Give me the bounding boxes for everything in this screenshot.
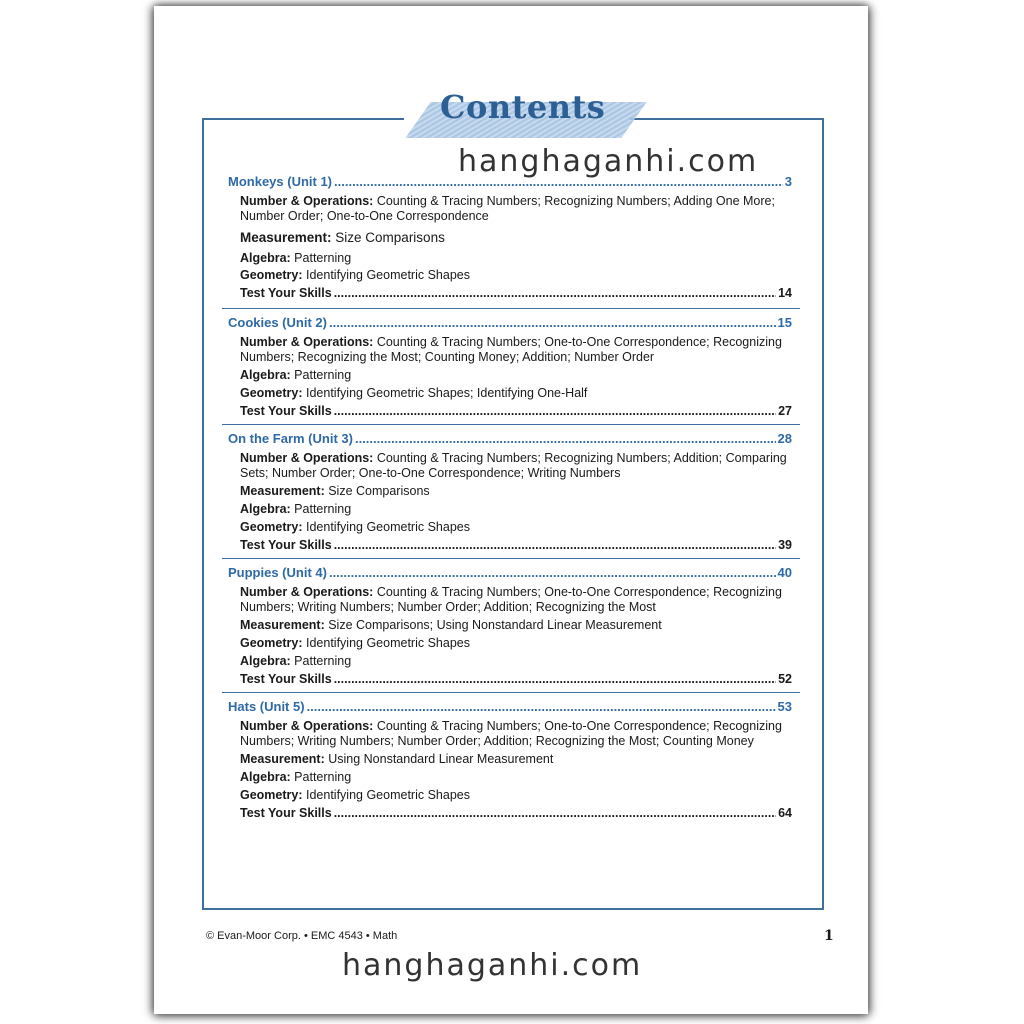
test-label: Test Your Skills: [240, 806, 332, 820]
dot-leader: [307, 699, 776, 714]
dot-leader: [329, 565, 776, 580]
topic-line: [240, 484, 792, 499]
topic-line: [240, 368, 792, 383]
footer-page-number: 1: [824, 928, 834, 944]
topic-text: Identifying Geometric Shapes: [302, 636, 470, 650]
dot-leader: [334, 538, 776, 552]
unit-title: Hats (Unit 5): [228, 699, 305, 714]
unit-title: Puppies (Unit 4): [228, 565, 327, 580]
test-label: Test Your Skills: [240, 538, 332, 552]
topic-line: [240, 654, 792, 669]
topic-text: Counting & Tracing Numbers; Recognizing Numbers; Addition; Comparing Sets; Number Order; One-to-One Correspondence; Writing Numbers: [240, 451, 787, 480]
topic-text: Size Comparisons: [324, 484, 430, 498]
topic-text: Patterning: [290, 251, 352, 265]
topic-line: [240, 451, 792, 481]
unit-title: Cookies (Unit 2): [228, 315, 327, 330]
unit-section: [228, 565, 792, 686]
topic-line: [240, 520, 792, 535]
topic-line: [240, 268, 792, 283]
section-divider: [222, 692, 800, 693]
topic-text: Identifying Geometric Shapes: [302, 268, 470, 282]
test-page-number: 27: [778, 404, 792, 418]
page-title: Contents: [440, 88, 606, 126]
unit-page-number: 28: [777, 431, 792, 446]
topic-line: [240, 770, 792, 785]
topic-label: Algebra:: [240, 654, 291, 668]
unit-section: [228, 699, 792, 820]
topic-text: Size Comparisons; Using Nonstandard Linear Measurement: [324, 618, 662, 632]
topic-label: Geometry:: [240, 268, 303, 282]
topic-line: [240, 386, 792, 401]
unit-section: [228, 174, 792, 300]
topic-label: Geometry:: [240, 788, 303, 802]
test-label: Test Your Skills: [240, 404, 332, 418]
dot-leader: [334, 404, 776, 418]
unit-page-number: 15: [777, 315, 792, 330]
topic-line: [240, 788, 792, 803]
unit-heading[interactable]: [228, 315, 792, 330]
topic-label: Number & Operations:: [240, 451, 374, 465]
topic-line: [240, 752, 792, 767]
topic-label: Geometry:: [240, 386, 303, 400]
topic-text: Size Comparisons: [331, 230, 445, 245]
unit-page-number: 53: [777, 699, 792, 714]
topic-label: Measurement:: [240, 618, 325, 632]
unit-title: Monkeys (Unit 1): [228, 174, 333, 189]
topic-line: [240, 502, 792, 517]
topic-label: Algebra:: [240, 770, 291, 784]
test-page-number: 39: [778, 538, 792, 552]
topic-label: Measurement:: [240, 484, 325, 498]
topic-label: Algebra:: [240, 368, 291, 382]
test-page-number: 52: [778, 672, 792, 686]
test-label: Test Your Skills: [240, 286, 332, 300]
topic-line: [240, 230, 792, 245]
topic-text: Counting & Tracing Numbers; Recognizing Numbers; Adding One More; Number Order; One-to-One Correspondence: [240, 194, 775, 223]
topic-text: Patterning: [290, 654, 352, 668]
topic-line: [240, 636, 792, 651]
topic-line: [240, 335, 792, 365]
topic-label: Geometry:: [240, 520, 303, 534]
dot-leader: [355, 431, 776, 446]
dot-leader: [329, 315, 776, 330]
test-your-skills-link[interactable]: [240, 538, 792, 552]
section-divider: [222, 424, 800, 425]
watermark-bottom: hanghaganhi.com: [342, 948, 643, 983]
test-your-skills-link[interactable]: [240, 806, 792, 820]
test-your-skills-link[interactable]: [240, 286, 792, 300]
topic-line: [240, 719, 792, 749]
topic-text: Identifying Geometric Shapes; Identifying One-Half: [302, 386, 588, 400]
topic-text: Patterning: [290, 770, 352, 784]
unit-page-number: 3: [784, 174, 792, 189]
dot-leader: [334, 806, 776, 820]
topic-text: Counting & Tracing Numbers; One-to-One Correspondence; Recognizing Numbers; Writing Numbers; Number Order; Addition; Recognizing the Most: [240, 585, 782, 614]
test-your-skills-link[interactable]: [240, 672, 792, 686]
topic-line: [240, 585, 792, 615]
unit-heading[interactable]: [228, 431, 792, 446]
dot-leader: [334, 174, 783, 189]
dot-leader: [334, 286, 776, 300]
topic-label: Number & Operations:: [240, 585, 374, 599]
unit-page-number: 40: [777, 565, 792, 580]
topic-line: [240, 194, 792, 224]
topic-label: Geometry:: [240, 636, 303, 650]
topic-text: Using Nonstandard Linear Measurement: [324, 752, 554, 766]
unit-section: [228, 431, 792, 552]
test-page-number: 14: [778, 286, 792, 300]
topic-label: Algebra:: [240, 251, 291, 265]
topic-text: Patterning: [290, 502, 352, 516]
topic-label: Measurement:: [240, 752, 325, 766]
unit-section: [228, 315, 792, 418]
topic-text: Counting & Tracing Numbers; One-to-One Correspondence; Recognizing Numbers; Writing Numbers; Number Order; Addition; Recognizing the Most; Counting Money: [240, 719, 782, 748]
topic-label: Measurement:: [240, 230, 332, 245]
dot-leader: [334, 672, 776, 686]
section-divider: [222, 308, 800, 309]
watermark-top: hanghaganhi.com: [458, 144, 759, 179]
unit-heading[interactable]: [228, 699, 792, 714]
topic-text: Identifying Geometric Shapes: [302, 520, 470, 534]
topic-line: [240, 618, 792, 633]
topic-line: [240, 251, 792, 266]
topic-text: Identifying Geometric Shapes: [302, 788, 470, 802]
section-divider: [222, 558, 800, 559]
unit-title: On the Farm (Unit 3): [228, 431, 353, 446]
topic-label: Algebra:: [240, 502, 291, 516]
topic-text: Counting & Tracing Numbers; One-to-One Correspondence; Recognizing Numbers; Recognizing the Most; Counting Money; Addition; Number Order: [240, 335, 782, 364]
test-page-number: 64: [778, 806, 792, 820]
topic-text: Patterning: [290, 368, 352, 382]
unit-heading[interactable]: [228, 174, 792, 189]
test-your-skills-link[interactable]: [240, 404, 792, 418]
unit-heading[interactable]: [228, 565, 792, 580]
topic-label: Number & Operations:: [240, 194, 374, 208]
test-label: Test Your Skills: [240, 672, 332, 686]
topic-label: Number & Operations:: [240, 335, 374, 349]
footer-publisher: © Evan-Moor Corp. • EMC 4543 • Math: [206, 930, 398, 942]
topic-label: Number & Operations:: [240, 719, 374, 733]
